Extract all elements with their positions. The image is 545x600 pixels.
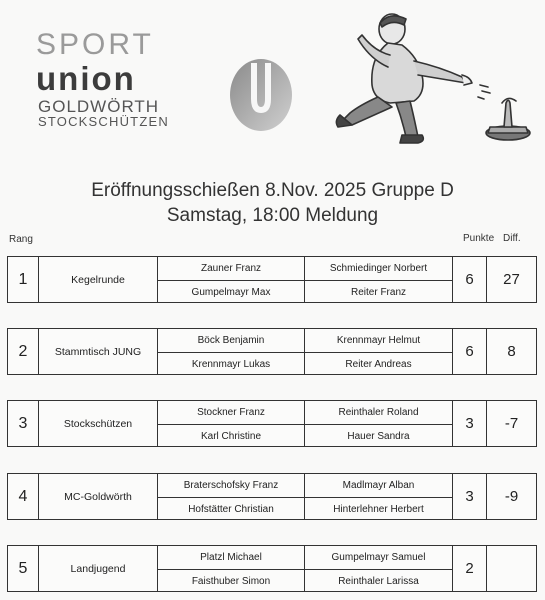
team-points: 2 (453, 546, 487, 591)
team-name: Landjugend (70, 562, 126, 575)
team-name: Stammtisch JUNG (54, 345, 142, 358)
player-name: Faisthuber Simon (191, 575, 271, 587)
team-row (7, 400, 537, 447)
team-name: Stockschützen (63, 417, 133, 430)
team-rank: 4 (8, 474, 39, 519)
team-points: 6 (453, 329, 487, 374)
team-row (7, 328, 537, 375)
player-name: Platzl Michael (158, 546, 304, 570)
team-name: Kegelrunde (71, 273, 125, 286)
event-subtitle: Samstag, 18:00 Meldung (166, 205, 379, 226)
player-column-left (157, 474, 305, 519)
team-rank: 1 (8, 257, 39, 302)
team-points: 3 (453, 474, 487, 519)
player-name: Karl Christine (200, 430, 262, 442)
team-rank: 5 (8, 546, 39, 591)
player-column-right (305, 474, 453, 519)
team-points: 6 (453, 257, 487, 302)
player-name: Gumpelmayr Samuel (305, 546, 452, 570)
team-name: MC-Goldwörth (64, 490, 132, 503)
player-name: Stockner Franz (158, 401, 304, 425)
team-diff: 8 (507, 343, 516, 360)
player-column-left (157, 401, 305, 446)
player-column-right (305, 401, 453, 446)
player-column-right (305, 329, 453, 374)
team-points: 3 (453, 401, 487, 446)
player-name: Reiter Andreas (345, 358, 412, 370)
logo-stockschuetzen-text: STOCKSCHÜTZEN (38, 114, 169, 129)
logo-sport-text: SPORT (36, 28, 154, 61)
punkte-header: Punkte (463, 233, 495, 244)
player-name: Schmiedinger Norbert (305, 257, 452, 281)
player-column-left (157, 546, 305, 591)
player-name: Reinthaler Roland (305, 401, 452, 425)
diff-header: Diff. (503, 233, 521, 244)
player-name: Reinthaler Larissa (338, 575, 419, 587)
player-column-right (305, 546, 453, 591)
stock-thrower-illustration (330, 5, 535, 155)
team-diff: -7 (504, 415, 519, 432)
player-name: Böck Benjamin (158, 329, 304, 353)
team-row (7, 545, 537, 592)
rang-header: Rang (9, 234, 33, 245)
player-name: Hinterlehner Herbert (333, 503, 424, 515)
player-name: Braterschofsky Franz (158, 474, 304, 498)
sport-union-logo (36, 30, 266, 130)
team-diff: 27 (503, 271, 520, 288)
event-title: Eröffnungsschießen 8.Nov. 2025 Gruppe D (91, 180, 454, 201)
union-u-icon (229, 57, 294, 132)
player-name: Madlmayr Alban (305, 474, 452, 498)
player-column-right (305, 257, 453, 302)
logo-union-text: union (36, 60, 136, 97)
team-row (7, 256, 537, 303)
player-column-left (157, 257, 305, 302)
team-diff: -9 (504, 488, 519, 505)
player-name: Hauer Sandra (347, 430, 410, 442)
player-name: Krennmayr Lukas (191, 358, 271, 370)
team-rank: 2 (8, 329, 39, 374)
player-name: Reiter Franz (350, 286, 406, 298)
team-rank: 3 (8, 401, 39, 446)
team-row (7, 473, 537, 520)
player-name: Krennmayr Helmut (305, 329, 452, 353)
player-name: Hofstätter Christian (188, 503, 274, 515)
logo-goldwoerth-text: GOLDWÖRTH (38, 97, 160, 116)
team-diff (487, 546, 536, 591)
player-name: Zauner Franz (158, 257, 304, 281)
player-name: Gumpelmayr Max (191, 286, 271, 298)
player-column-left (157, 329, 305, 374)
